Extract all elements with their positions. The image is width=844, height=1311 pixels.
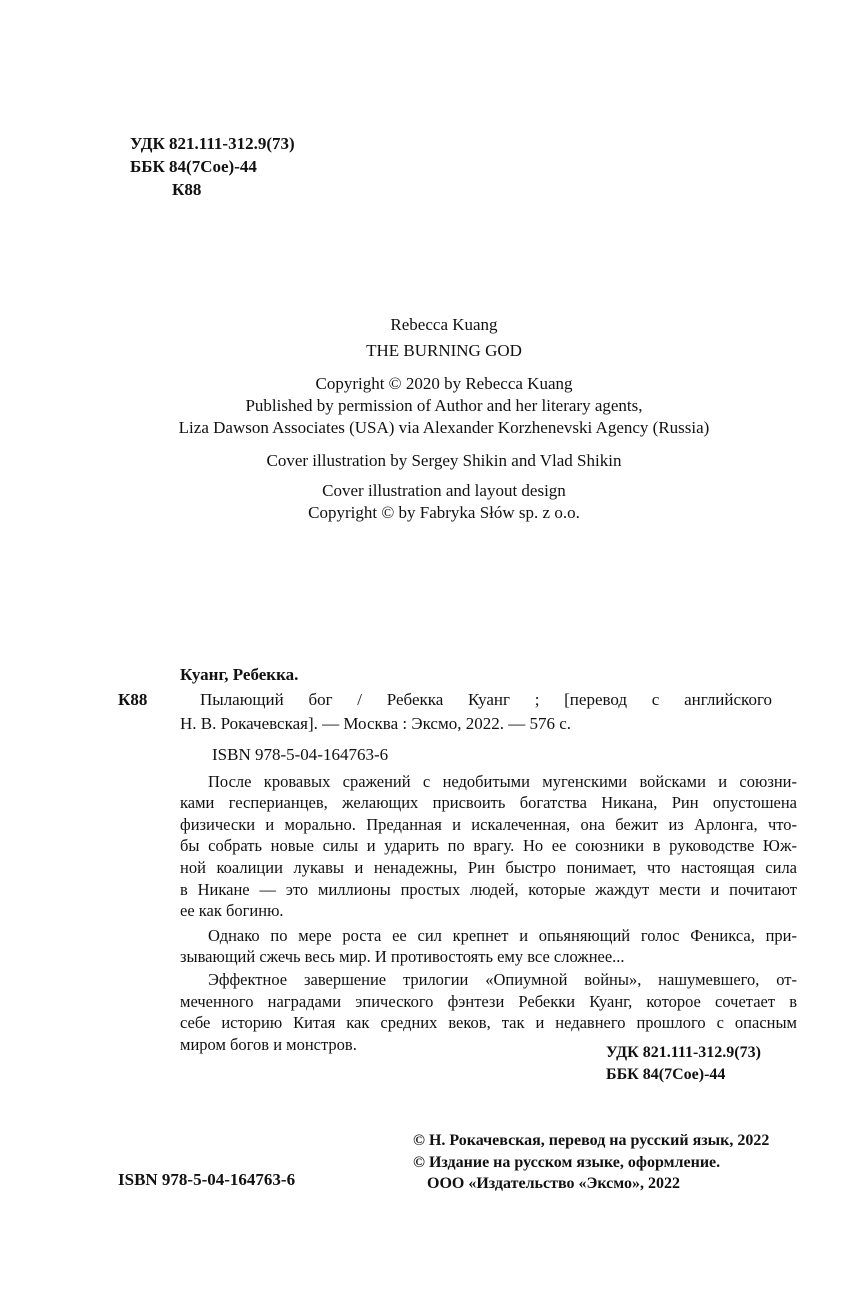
copyright-line: Published by permission of Author and her literary agents, bbox=[245, 396, 643, 415]
layout-credit: Cover illustration and layout design bbox=[322, 481, 566, 500]
original-title: THE BURNING GOD bbox=[366, 341, 522, 360]
annotation-line: себе историю Китая как средних веков, так и недавнего прошлого с опасным bbox=[180, 1013, 797, 1032]
annotation-line: ной коалиции лукавы и ненадежны, Рин быстро понимает, что настоящая сила bbox=[180, 858, 797, 877]
catalog-entry-line: Н. В. Рокачевская]. — Москва : Эксмо, 2022. — 576 с. bbox=[180, 714, 572, 733]
catalog-entry-line: Пылающий бог / Ребекка Куанг ; [перевод с английского bbox=[200, 690, 772, 709]
annotation-line: в Никане — это миллионы простых людей, которые жаждут мести и почитают bbox=[180, 880, 797, 899]
annotation-line: бы собрать новые силы и ударить по врагу. Но ее союзники в руководстве Юж- bbox=[180, 836, 797, 855]
annotation-line: ками гесперианцев, желающих присвоить богатства Никана, Рин опустошена bbox=[180, 793, 797, 812]
udk-code-bottom: УДК 821.111-312.9(73) bbox=[606, 1044, 761, 1061]
catalog-isbn: ISBN 978-5-04-164763-6 bbox=[212, 745, 389, 764]
copyright-line: Liza Dawson Associates (USA) via Alexander Korzhenevski Agency (Russia) bbox=[178, 418, 710, 437]
original-author: Rebecca Kuang bbox=[390, 315, 498, 334]
annotation-line: После кровавых сражений с недобитыми мугенскими войсками и союзни- bbox=[208, 772, 797, 791]
annotation-line: Однако по мере роста ее сил крепнет и опьяняющий голос Феникса, при- bbox=[208, 926, 797, 945]
cover-illustration-credit: Cover illustration by Sergey Shikin and Vlad Shikin bbox=[266, 451, 622, 470]
catalog-author-heading: Куанг, Ребекка. bbox=[180, 665, 299, 684]
layout-credit: Copyright © by Fabryka Słów sp. z o.o. bbox=[308, 503, 580, 522]
annotation-line: зывающий сжечь весь мир. И противостоять ему все сложнее... bbox=[180, 947, 625, 966]
translation-copyright: © Н. Рокачевская, перевод на русский язык, 2022 bbox=[413, 1132, 770, 1149]
footer-isbn: ISBN 978-5-04-164763-6 bbox=[118, 1170, 296, 1189]
publisher-copyright: ООО «Издательство «Эксмо», 2022 bbox=[427, 1175, 680, 1192]
annotation-line: миром богов и монстров. bbox=[180, 1035, 357, 1054]
bbk-code-bottom: ББК 84(7Сое)-44 bbox=[606, 1066, 726, 1083]
annotation-line: меченного наградами эпического фэнтези Ребекки Куанг, которое сочетает в bbox=[180, 992, 797, 1011]
bbk-code: ББК 84(7Сое)-44 bbox=[130, 157, 257, 176]
catalog-mark: К88 bbox=[118, 690, 148, 709]
edition-copyright: © Издание на русском языке, оформление. bbox=[413, 1154, 721, 1171]
copyright-line: Copyright © 2020 by Rebecca Kuang bbox=[315, 374, 573, 393]
annotation-line: физически и морально. Преданная и искалеченная, она бежит из Арлонга, что- bbox=[180, 815, 797, 834]
udk-code: УДК 821.111-312.9(73) bbox=[130, 134, 295, 153]
annotation-line: Эффектное завершение трилогии «Опиумной войны», нашумевшего, от- bbox=[208, 970, 797, 989]
annotation-line: ее как богиню. bbox=[180, 901, 284, 920]
author-mark: К88 bbox=[172, 180, 202, 199]
